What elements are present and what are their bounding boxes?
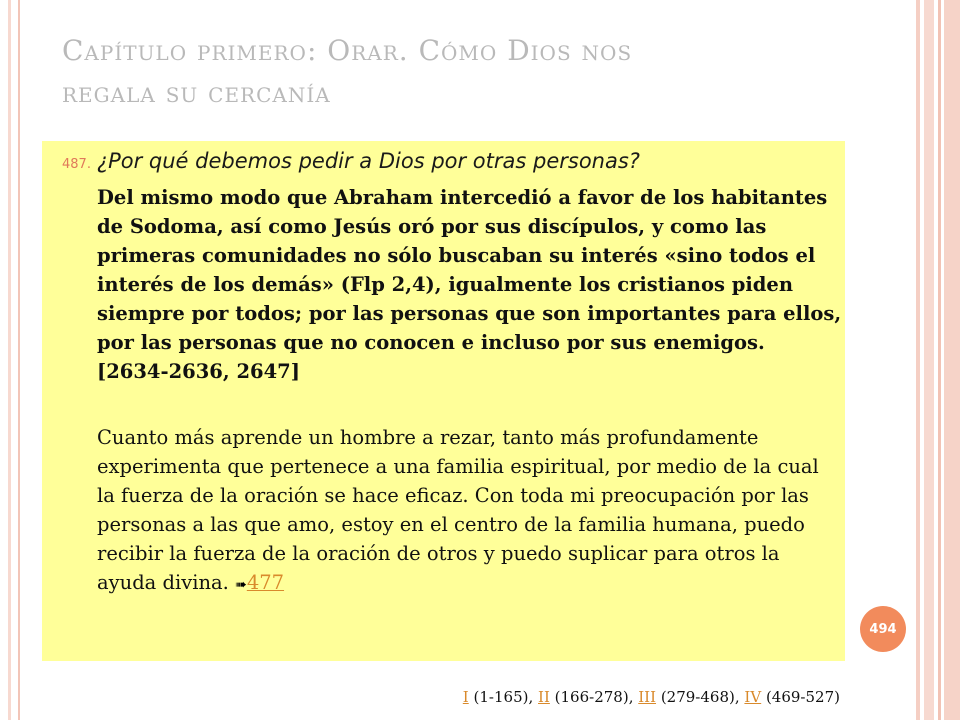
stripe bbox=[924, 0, 934, 720]
question-number: 487. bbox=[62, 157, 91, 172]
slide-title-line1: Capítulo primero: Orar. Cómo Dios nos bbox=[62, 34, 633, 67]
footer-nav bbox=[463, 688, 840, 706]
answer-bold-paragraph: Del mismo modo que Abraham intercedió a favor de los habitantes de Sodoma, así como Jesús oró por sus discípulos, y como las primeras comunidades no sólo buscaban su interés «sino todos el interés de los demás» (Flp 2,4), igualmente los cristianos piden siempre por todos; por las personas que son importantes para ellos, por las personas que no conocen e incluso por sus enemigos. [2634-2636, 2647] bbox=[97, 186, 842, 383]
cross-ref-link[interactable]: 477 bbox=[246, 571, 285, 594]
answer-paragraph bbox=[97, 423, 842, 600]
footer-link-part-3[interactable]: III bbox=[638, 688, 657, 706]
question-text: ¿Por qué debemos pedir a Dios por otras personas? bbox=[96, 149, 640, 173]
stripe bbox=[916, 0, 920, 720]
arrow-right-icon: ➠ bbox=[235, 577, 247, 593]
content-box bbox=[42, 141, 845, 661]
footer-range-4: (469-527) bbox=[765, 688, 840, 706]
footer-range-2: (166-278), bbox=[554, 688, 634, 706]
footer-link-part-4[interactable]: IV bbox=[744, 688, 762, 706]
question-line bbox=[62, 147, 822, 179]
slide-title-line2: regala su cercanía bbox=[62, 76, 331, 109]
footer-link-part-2[interactable]: II bbox=[538, 688, 550, 706]
stripe bbox=[938, 0, 941, 720]
page-number-badge: 494 bbox=[860, 606, 906, 652]
footer-range-3: (279-468), bbox=[660, 688, 740, 706]
stripe bbox=[944, 0, 960, 720]
left-border bbox=[0, 0, 20, 720]
answer-text: Cuanto más aprende un hombre a rezar, tanto más profundamente experimenta que pertenece a una familia espiritual, por medio de la cual la fuerza de la oración se hace eficaz. Con toda mi preocupación por las personas a las que amo, estoy en el centro de la familia humana, puedo recibir la fuerza de la oración de otros y puedo suplicar para otros la ayuda divina. bbox=[97, 426, 819, 594]
right-decoration bbox=[916, 0, 960, 720]
footer-range-1: (1-165), bbox=[473, 688, 534, 706]
slide-title bbox=[62, 30, 882, 114]
footer-link-part-1[interactable]: I bbox=[462, 688, 469, 706]
